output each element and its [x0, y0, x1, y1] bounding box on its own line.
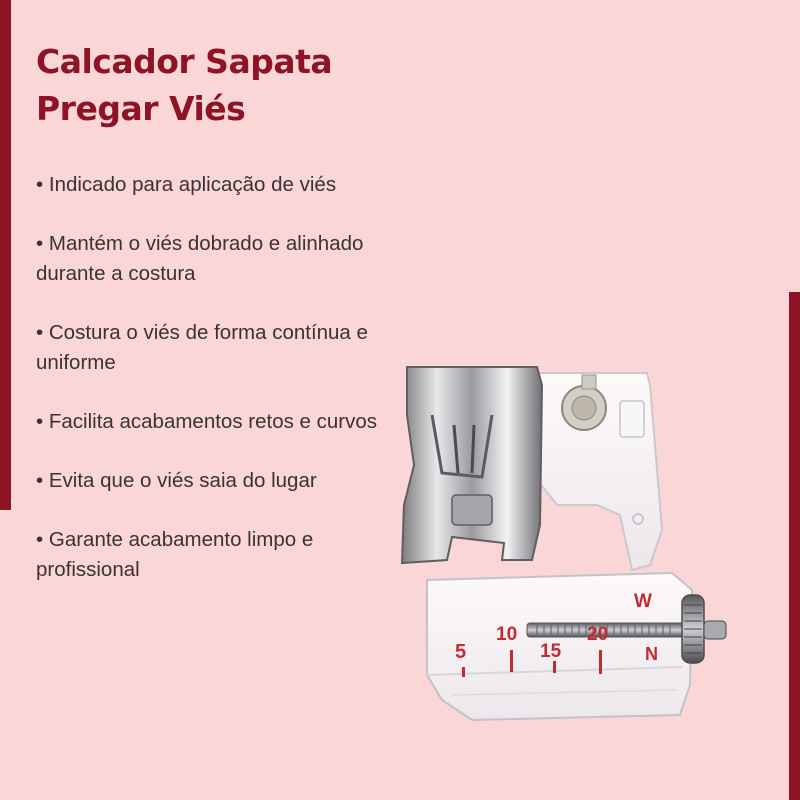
scale-label-n: N	[645, 644, 658, 664]
feature-item: • Evita que o viés saia do lugar	[36, 469, 317, 492]
scale-label-w: W	[634, 591, 652, 612]
presser-foot-illustration	[392, 355, 757, 730]
title-line-2: Pregar Viés	[36, 89, 246, 128]
feature-item: • Facilita acabamentos retos e curvos	[36, 410, 378, 433]
feature-item: • Indicado para aplicação de viés	[36, 173, 337, 196]
title-line-1: Calcador Sapata	[36, 42, 333, 81]
right-accent-bar	[789, 292, 800, 800]
scale-label-10: 10	[496, 624, 518, 645]
page-title	[36, 38, 396, 132]
scale-label-15: 15	[540, 641, 562, 662]
feature-item: • Mantém o viés dobrado e alinhado durante a costura	[36, 232, 364, 285]
feature-list	[36, 170, 386, 614]
scale-label-5: 5	[455, 641, 467, 663]
scale-label-20: 20	[587, 624, 609, 645]
presser-foot-photo	[392, 355, 757, 730]
feature-item: • Garante acabamento limpo e profissional	[36, 528, 314, 581]
left-accent-bar	[0, 0, 11, 510]
feature-item: • Costura o viés de forma contínua e uniforme	[36, 321, 368, 374]
